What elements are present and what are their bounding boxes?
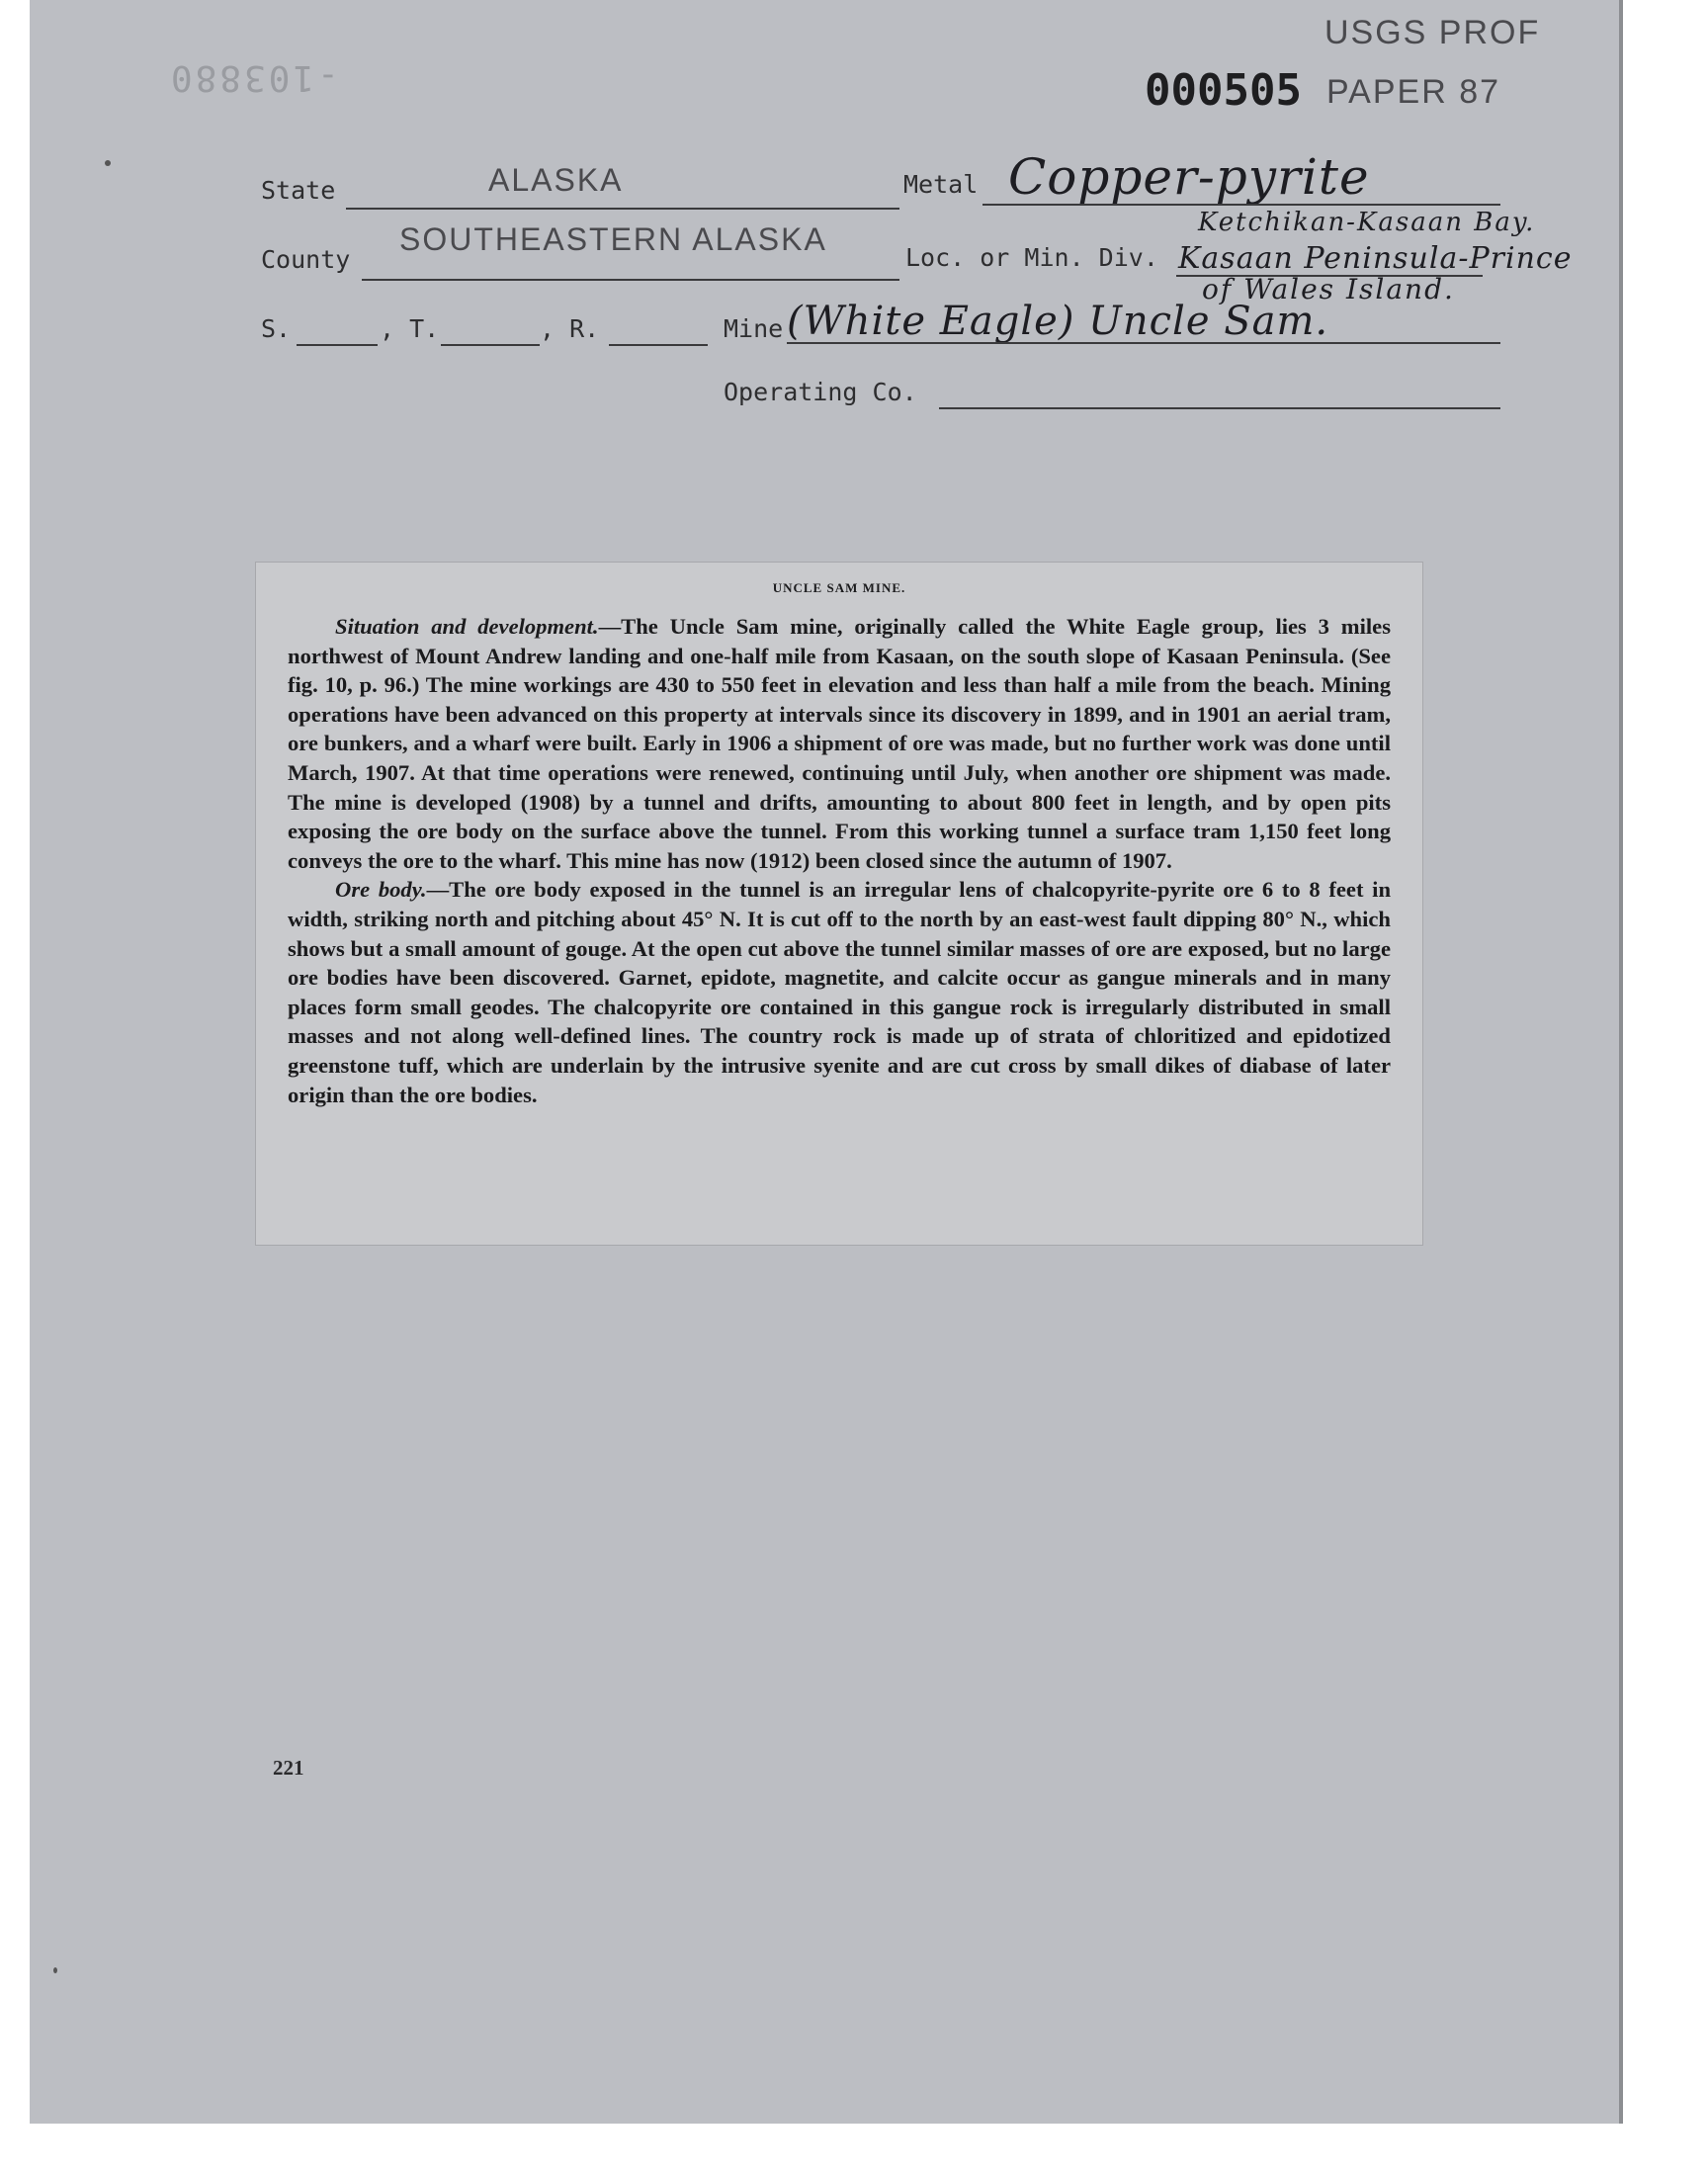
mine-label: Mine [724,314,784,343]
metal-label: Metal [903,170,979,199]
loc-value-line2: Kasaan Peninsula-Prince [1178,241,1573,276]
record-number-stamp: 000505 [1145,65,1302,116]
loc-value-line3: of Wales Island. [1202,273,1455,305]
t-label: , T. [380,314,440,343]
page-number: 221 [273,1756,304,1780]
usgs-prof-stamp: USGS PROF [1324,14,1541,51]
clipping-title: UNCLE SAM MINE. [772,580,906,595]
loc-value-line1: Ketchikan-Kasaan Bay. [1198,208,1536,237]
mine-field-line [787,342,1500,344]
state-value: ALASKA [488,162,624,198]
faint-stamp-number: -103880 [168,57,339,98]
r-field-line [609,344,708,346]
s-field-line [297,344,378,346]
paper-stamp: PAPER 87 [1326,73,1501,111]
county-field-line [362,279,899,281]
loc-field-line [1176,275,1483,277]
operating-co-field-line [939,407,1500,409]
scan-speck [105,160,111,166]
t-field-line [441,344,540,346]
paragraph-ore-body-lead: Ore body. [335,877,427,903]
paragraph-ore-body [288,875,1391,1109]
paragraph-ore-body-text: —The ore body exposed in the tunnel is an irregular lens of chalcopyrite-pyrite ore 6 to 8 feet in width, striking north and pitching about 45° N. It is cut off to the north by an east-west fault dipping 80° N., which shows but a small amount of gouge. At the open cut above the tunnel similar masses of ore are exposed, but no large ore bodies have been discovered. Garnet, epidote, magnetite, and calcite occur as gangue minerals and in many places form small geodes. The chalcopyrite ore contained in this gangue rock is irregularly distributed in small masses and not along well-defined lines. The country rock is made up of strata of chloritized and epidotized greenstone tuff, which are underlain by the intrusive syenite and are cut cross by small dikes of diabase of later origin than the ore bodies. [288,877,1392,1107]
metal-value: Copper-pyrite [1008,148,1370,206]
state-label: State [261,176,336,205]
operating-co-label: Operating Co. [724,378,917,406]
loc-label: Loc. or Min. Div. [905,243,1158,272]
s-label: S. [261,314,292,343]
county-label: County [261,245,351,274]
paragraph-situation-text: —The Uncle Sam mine, originally called the White Eagle group, lies 3 miles northwest of Mount Andrew landing and one-half mile from Kasaan, on the south slope of Kasaan Peninsula. (See fig. 10, p. 96.) The mine workings are 430 to 550 feet in elevation and less than half a mile from the beach. Mining operations have been advanced on this property at intervals since its discovery in 1899, and in 1901 an aerial tram, ore bunkers, and a wharf were built. Early in 1906 a shipment of ore was made, but no further work was done until March, 1907. At that time operations were renewed, continuing until July, when another ore shipment was made. The mine is developed (1908) by a tunnel and drifts, amounting to about 800 feet in length, and by open pits exposing the ore body on the surface above the tunnel. From this working tunnel a surface tram 1,150 feet long conveys the ore to the wharf. This mine has now (1912) been closed since the autumn of 1907. [288,614,1391,873]
paragraph-situation [288,612,1391,875]
state-field-line [346,208,899,210]
pasted-clipping [255,562,1423,1246]
mine-value: (White Eagle) Uncle Sam. [787,299,1329,344]
paragraph-situation-lead: Situation and development. [335,614,599,639]
county-value: SOUTHEASTERN ALASKA [399,221,827,257]
r-label: , R. [540,314,600,343]
metal-field-line [982,204,1500,206]
clipping-body [288,612,1391,1109]
scan-speck [53,1967,57,1973]
card-edge-shadow [1619,0,1623,2124]
